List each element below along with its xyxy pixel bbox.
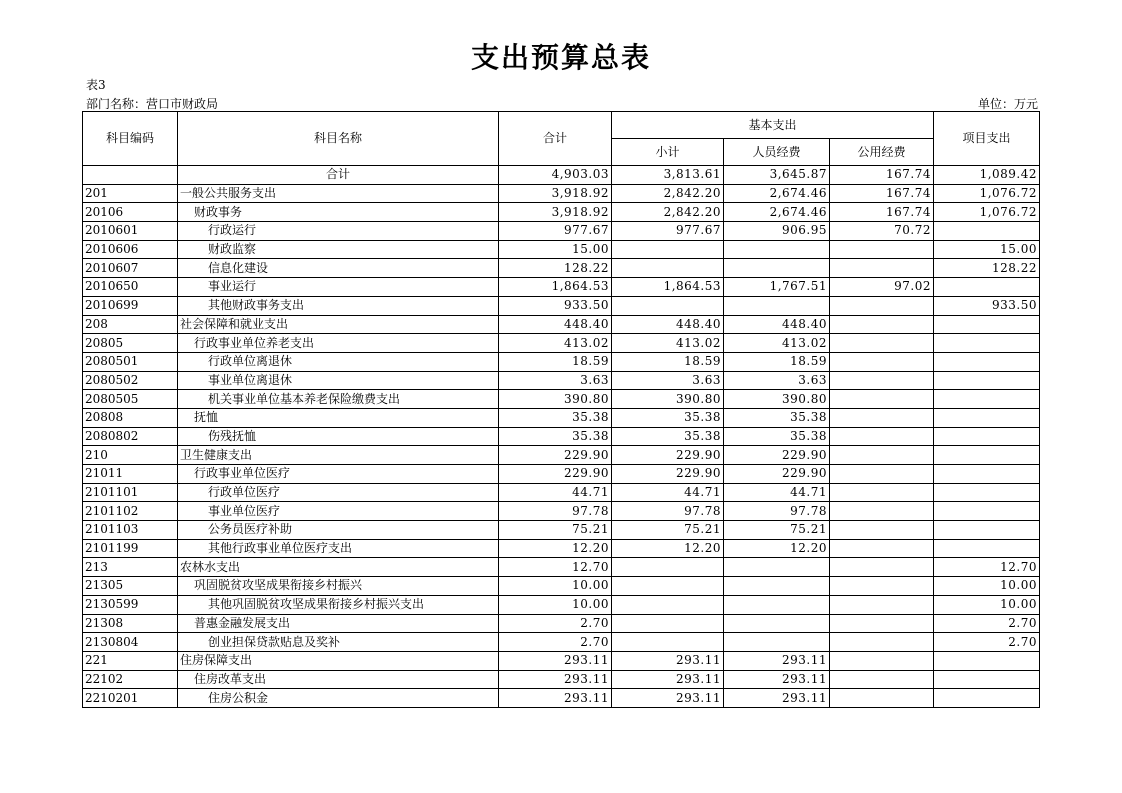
project-cell: 933.50 xyxy=(934,296,1040,315)
table-row xyxy=(83,446,1040,465)
subtotal-cell: 293.11 xyxy=(612,689,724,708)
name-cell: 行政事业单位医疗 xyxy=(178,465,499,484)
subtotal-cell: 413.02 xyxy=(612,334,724,353)
subtotal-cell xyxy=(612,259,724,278)
subtotal-cell: 1,864.53 xyxy=(612,278,724,297)
code-cell: 20106 xyxy=(83,203,178,222)
table-row xyxy=(83,315,1040,334)
subtotal-cell xyxy=(612,240,724,259)
name-cell: 信息化建设 xyxy=(178,259,499,278)
public-cell xyxy=(830,352,934,371)
code-cell: 21011 xyxy=(83,465,178,484)
name-cell: 公务员医疗补助 xyxy=(178,521,499,540)
table-number: 表3 xyxy=(86,78,106,92)
code-cell: 2101199 xyxy=(83,539,178,558)
public-cell xyxy=(830,539,934,558)
name-cell: 社会保障和就业支出 xyxy=(178,315,499,334)
personnel-cell: 2,674.46 xyxy=(724,203,830,222)
subtotal-cell: 3,813.61 xyxy=(612,166,724,185)
total-cell: 3,918.92 xyxy=(499,203,612,222)
subtotal-cell: 293.11 xyxy=(612,651,724,670)
code-cell: 2101102 xyxy=(83,502,178,521)
code-cell: 201 xyxy=(83,184,178,203)
project-cell xyxy=(934,278,1040,297)
code-cell: 2080505 xyxy=(83,390,178,409)
public-cell xyxy=(830,334,934,353)
name-cell: 普惠金融发展支出 xyxy=(178,614,499,633)
project-cell: 10.00 xyxy=(934,595,1040,614)
public-cell: 97.02 xyxy=(830,278,934,297)
total-cell: 390.80 xyxy=(499,390,612,409)
total-cell: 35.38 xyxy=(499,427,612,446)
code-cell: 2101101 xyxy=(83,483,178,502)
public-cell xyxy=(830,465,934,484)
project-cell: 15.00 xyxy=(934,240,1040,259)
code-cell: 2010650 xyxy=(83,278,178,297)
name-cell: 卫生健康支出 xyxy=(178,446,499,465)
name-cell: 巩固脱贫攻坚成果衔接乡村振兴 xyxy=(178,577,499,596)
public-cell: 167.74 xyxy=(830,166,934,185)
project-cell xyxy=(934,315,1040,334)
public-cell xyxy=(830,595,934,614)
unit-label: 单位：万元 xyxy=(977,97,1038,111)
public-cell: 167.74 xyxy=(830,184,934,203)
public-cell xyxy=(830,521,934,540)
name-cell: 农林水支出 xyxy=(178,558,499,577)
code-cell: 2010607 xyxy=(83,259,178,278)
subtotal-cell: 2,842.20 xyxy=(612,184,724,203)
code-cell: 21308 xyxy=(83,614,178,633)
table-row xyxy=(83,427,1040,446)
name-cell: 合计 xyxy=(178,166,499,185)
name-cell: 其他财政事务支出 xyxy=(178,296,499,315)
project-cell xyxy=(934,539,1040,558)
total-cell: 15.00 xyxy=(499,240,612,259)
personnel-cell xyxy=(724,633,830,652)
subtotal-cell xyxy=(612,558,724,577)
personnel-cell: 293.11 xyxy=(724,689,830,708)
personnel-cell xyxy=(724,240,830,259)
personnel-cell: 18.59 xyxy=(724,352,830,371)
table-row xyxy=(83,334,1040,353)
personnel-cell: 229.90 xyxy=(724,465,830,484)
header-personnel: 人员经费 xyxy=(724,139,830,166)
subtotal-cell: 12.20 xyxy=(612,539,724,558)
code-cell: 20808 xyxy=(83,408,178,427)
personnel-cell xyxy=(724,614,830,633)
total-cell: 977.67 xyxy=(499,222,612,241)
subtotal-cell: 390.80 xyxy=(612,390,724,409)
table-row xyxy=(83,278,1040,297)
public-cell xyxy=(830,577,934,596)
table-header xyxy=(83,112,1040,166)
personnel-cell xyxy=(724,259,830,278)
personnel-cell: 35.38 xyxy=(724,427,830,446)
code-cell: 2080502 xyxy=(83,371,178,390)
name-cell: 一般公共服务支出 xyxy=(178,184,499,203)
code-cell: 2130804 xyxy=(83,633,178,652)
total-cell: 10.00 xyxy=(499,577,612,596)
project-cell xyxy=(934,502,1040,521)
table-row xyxy=(83,352,1040,371)
table-row xyxy=(83,521,1040,540)
total-cell: 933.50 xyxy=(499,296,612,315)
public-cell xyxy=(830,427,934,446)
personnel-cell: 3,645.87 xyxy=(724,166,830,185)
subtotal-cell: 35.38 xyxy=(612,427,724,446)
project-cell xyxy=(934,427,1040,446)
public-cell xyxy=(830,633,934,652)
code-cell: 2210201 xyxy=(83,689,178,708)
subtotal-cell: 229.90 xyxy=(612,465,724,484)
table-row xyxy=(83,390,1040,409)
total-cell: 293.11 xyxy=(499,670,612,689)
code-cell: 2010601 xyxy=(83,222,178,241)
total-cell: 3.63 xyxy=(499,371,612,390)
table-row xyxy=(83,203,1040,222)
public-cell xyxy=(830,315,934,334)
table-body xyxy=(83,166,1040,708)
total-cell: 35.38 xyxy=(499,408,612,427)
table-row xyxy=(83,689,1040,708)
code-cell: 210 xyxy=(83,446,178,465)
name-cell: 其他巩固脱贫攻坚成果衔接乡村振兴支出 xyxy=(178,595,499,614)
total-cell: 128.22 xyxy=(499,259,612,278)
code-cell: 2130599 xyxy=(83,595,178,614)
project-cell xyxy=(934,222,1040,241)
total-cell: 293.11 xyxy=(499,651,612,670)
project-cell xyxy=(934,408,1040,427)
subtotal-cell: 2,842.20 xyxy=(612,203,724,222)
header-project: 项目支出 xyxy=(934,112,1040,166)
project-cell xyxy=(934,670,1040,689)
personnel-cell: 448.40 xyxy=(724,315,830,334)
header-subtotal: 小计 xyxy=(612,139,724,166)
project-cell: 2.70 xyxy=(934,633,1040,652)
table-row xyxy=(83,558,1040,577)
code-cell: 2101103 xyxy=(83,521,178,540)
code-cell: 2010606 xyxy=(83,240,178,259)
name-cell: 财政事务 xyxy=(178,203,499,222)
code-cell: 22102 xyxy=(83,670,178,689)
project-cell: 128.22 xyxy=(934,259,1040,278)
name-cell: 住房保障支出 xyxy=(178,651,499,670)
subtotal-cell: 3.63 xyxy=(612,371,724,390)
project-cell xyxy=(934,371,1040,390)
name-cell: 住房改革支出 xyxy=(178,670,499,689)
subtotal-cell xyxy=(612,633,724,652)
code-cell: 20805 xyxy=(83,334,178,353)
project-cell: 1,089.42 xyxy=(934,166,1040,185)
personnel-cell: 3.63 xyxy=(724,371,830,390)
personnel-cell: 75.21 xyxy=(724,521,830,540)
personnel-cell: 2,674.46 xyxy=(724,184,830,203)
budget-table xyxy=(82,111,1040,708)
subtotal-cell xyxy=(612,595,724,614)
table-row xyxy=(83,651,1040,670)
personnel-cell xyxy=(724,577,830,596)
name-cell: 创业担保贷款贴息及奖补 xyxy=(178,633,499,652)
table-row xyxy=(83,371,1040,390)
public-cell xyxy=(830,371,934,390)
name-cell: 机关事业单位基本养老保险缴费支出 xyxy=(178,390,499,409)
name-cell: 住房公积金 xyxy=(178,689,499,708)
name-cell: 事业单位医疗 xyxy=(178,502,499,521)
table-row xyxy=(83,259,1040,278)
total-cell: 293.11 xyxy=(499,689,612,708)
code-cell xyxy=(83,166,178,185)
public-cell xyxy=(830,614,934,633)
header-name: 科目名称 xyxy=(178,112,499,166)
public-cell xyxy=(830,558,934,577)
public-cell xyxy=(830,240,934,259)
subtotal-cell xyxy=(612,296,724,315)
table-row xyxy=(83,184,1040,203)
header-public: 公用经费 xyxy=(830,139,934,166)
header-basic: 基本支出 xyxy=(612,112,934,139)
total-cell: 3,918.92 xyxy=(499,184,612,203)
project-cell xyxy=(934,689,1040,708)
total-cell: 448.40 xyxy=(499,315,612,334)
header-code: 科目编码 xyxy=(83,112,178,166)
public-cell xyxy=(830,296,934,315)
project-cell: 1,076.72 xyxy=(934,203,1040,222)
personnel-cell xyxy=(724,558,830,577)
personnel-cell: 35.38 xyxy=(724,408,830,427)
project-cell xyxy=(934,521,1040,540)
project-cell xyxy=(934,465,1040,484)
personnel-cell: 390.80 xyxy=(724,390,830,409)
public-cell xyxy=(830,502,934,521)
code-cell: 213 xyxy=(83,558,178,577)
table-row xyxy=(83,240,1040,259)
public-cell: 167.74 xyxy=(830,203,934,222)
table-row xyxy=(83,614,1040,633)
code-cell: 21305 xyxy=(83,577,178,596)
subtotal-cell xyxy=(612,614,724,633)
project-cell xyxy=(934,334,1040,353)
total-cell: 44.71 xyxy=(499,483,612,502)
name-cell: 财政监察 xyxy=(178,240,499,259)
total-cell: 75.21 xyxy=(499,521,612,540)
total-cell: 2.70 xyxy=(499,633,612,652)
table-row xyxy=(83,539,1040,558)
code-cell: 221 xyxy=(83,651,178,670)
project-cell xyxy=(934,352,1040,371)
total-cell: 12.70 xyxy=(499,558,612,577)
public-cell xyxy=(830,259,934,278)
page-title: 支出预算总表 xyxy=(470,41,651,74)
total-cell: 97.78 xyxy=(499,502,612,521)
project-cell xyxy=(934,446,1040,465)
subtotal-cell: 229.90 xyxy=(612,446,724,465)
name-cell: 行政事业单位养老支出 xyxy=(178,334,499,353)
personnel-cell xyxy=(724,595,830,614)
project-cell xyxy=(934,483,1040,502)
subtotal-cell: 44.71 xyxy=(612,483,724,502)
code-cell: 208 xyxy=(83,315,178,334)
code-cell: 2080501 xyxy=(83,352,178,371)
total-cell: 229.90 xyxy=(499,446,612,465)
public-cell xyxy=(830,689,934,708)
personnel-cell: 1,767.51 xyxy=(724,278,830,297)
name-cell: 抚恤 xyxy=(178,408,499,427)
total-cell: 10.00 xyxy=(499,595,612,614)
public-cell xyxy=(830,446,934,465)
total-cell: 2.70 xyxy=(499,614,612,633)
project-cell xyxy=(934,651,1040,670)
personnel-cell: 44.71 xyxy=(724,483,830,502)
personnel-cell: 97.78 xyxy=(724,502,830,521)
code-cell: 2080802 xyxy=(83,427,178,446)
personnel-cell: 229.90 xyxy=(724,446,830,465)
code-cell: 2010699 xyxy=(83,296,178,315)
name-cell: 伤残抚恤 xyxy=(178,427,499,446)
table-row xyxy=(83,595,1040,614)
name-cell: 事业运行 xyxy=(178,278,499,297)
total-cell: 4,903.03 xyxy=(499,166,612,185)
personnel-cell: 293.11 xyxy=(724,670,830,689)
subtotal-cell: 75.21 xyxy=(612,521,724,540)
subtotal-cell: 97.78 xyxy=(612,502,724,521)
public-cell xyxy=(830,670,934,689)
table-row xyxy=(83,483,1040,502)
personnel-cell: 12.20 xyxy=(724,539,830,558)
public-cell xyxy=(830,408,934,427)
name-cell: 其他行政事业单位医疗支出 xyxy=(178,539,499,558)
table-row xyxy=(83,502,1040,521)
project-cell: 12.70 xyxy=(934,558,1040,577)
public-cell xyxy=(830,651,934,670)
subtotal-cell: 977.67 xyxy=(612,222,724,241)
subtotal-cell: 35.38 xyxy=(612,408,724,427)
subtotal-cell: 293.11 xyxy=(612,670,724,689)
table-row xyxy=(83,296,1040,315)
subtotal-cell: 448.40 xyxy=(612,315,724,334)
name-cell: 行政运行 xyxy=(178,222,499,241)
subtotal-cell xyxy=(612,577,724,596)
header-total: 合计 xyxy=(499,112,612,166)
public-cell: 70.72 xyxy=(830,222,934,241)
table-row xyxy=(83,222,1040,241)
project-cell: 2.70 xyxy=(934,614,1040,633)
personnel-cell xyxy=(724,296,830,315)
name-cell: 事业单位离退休 xyxy=(178,371,499,390)
name-cell: 行政单位离退休 xyxy=(178,352,499,371)
table-row xyxy=(83,408,1040,427)
total-cell: 18.59 xyxy=(499,352,612,371)
table-row xyxy=(83,670,1040,689)
table-row xyxy=(83,633,1040,652)
total-cell: 229.90 xyxy=(499,465,612,484)
public-cell xyxy=(830,483,934,502)
total-cell: 413.02 xyxy=(499,334,612,353)
table-row xyxy=(83,465,1040,484)
personnel-cell: 906.95 xyxy=(724,222,830,241)
name-cell: 行政单位医疗 xyxy=(178,483,499,502)
subtotal-cell: 18.59 xyxy=(612,352,724,371)
personnel-cell: 413.02 xyxy=(724,334,830,353)
project-cell: 1,076.72 xyxy=(934,184,1040,203)
total-cell: 12.20 xyxy=(499,539,612,558)
project-cell: 10.00 xyxy=(934,577,1040,596)
total-cell: 1,864.53 xyxy=(499,278,612,297)
table-row xyxy=(83,577,1040,596)
project-cell xyxy=(934,390,1040,409)
public-cell xyxy=(830,390,934,409)
department-name: 部门名称：营口市财政局 xyxy=(86,97,219,111)
table-row xyxy=(83,166,1040,185)
personnel-cell: 293.11 xyxy=(724,651,830,670)
